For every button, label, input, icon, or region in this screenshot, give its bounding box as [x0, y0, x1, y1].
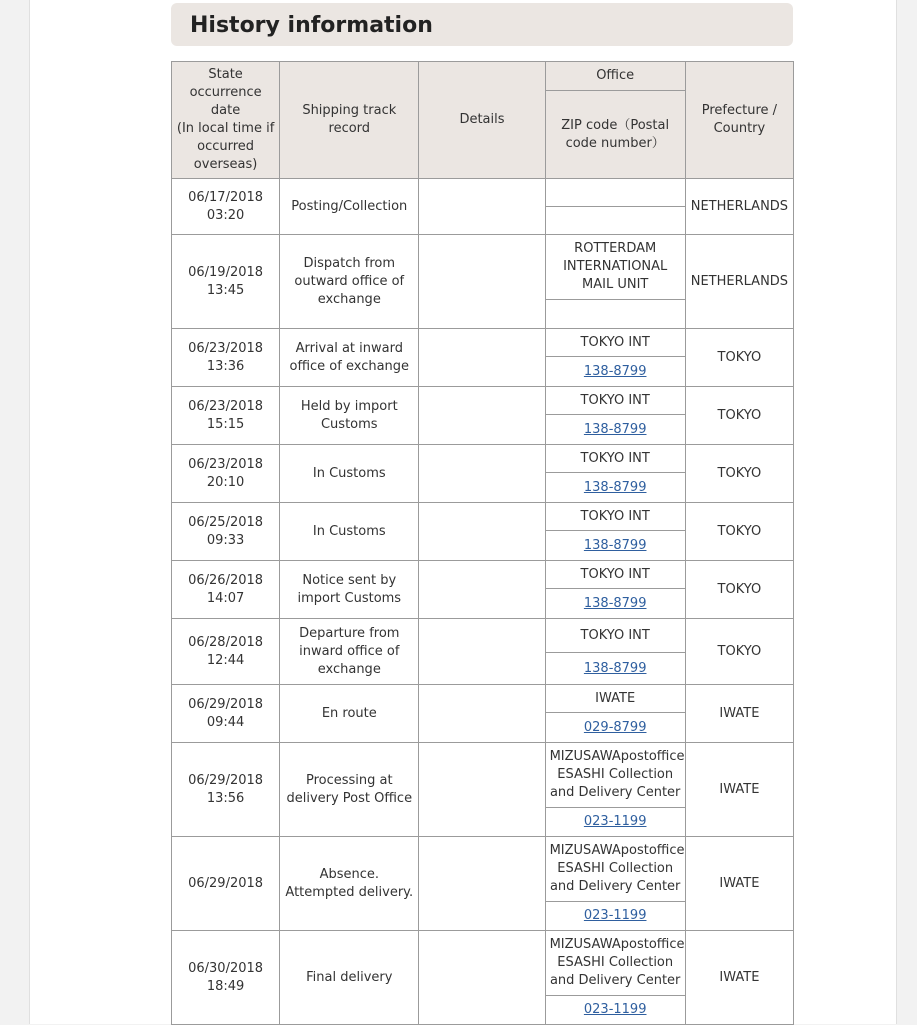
table-row: [172, 387, 794, 415]
date-cell: 06/29/2018 13:56: [172, 743, 280, 837]
history-table: [171, 61, 794, 1025]
office-cell: MIZUSAWApostoffice ESASHI Collection and Delivery Center: [545, 931, 685, 996]
details-cell: [419, 931, 545, 1025]
prefecture-cell: NETHERLANDS: [685, 179, 793, 235]
office-cell: TOKYO INT: [545, 387, 685, 415]
prefecture-cell: TOKYO: [685, 387, 793, 445]
office-cell: TOKYO INT: [545, 503, 685, 531]
record-cell: Dispatch from outward office of exchange: [280, 235, 419, 329]
date-cell: 06/23/2018 15:15: [172, 387, 280, 445]
table-row: [172, 931, 794, 996]
office-cell: TOKYO INT: [545, 329, 685, 357]
zip-link[interactable]: 023-1199: [583, 1002, 647, 1017]
record-cell: Absence. Attempted delivery.: [280, 837, 419, 931]
record-cell: Held by import Customs: [280, 387, 419, 445]
zip-cell: [545, 207, 685, 235]
date-cell: 06/28/2018 12:44: [172, 619, 280, 685]
prefecture-cell: NETHERLANDS: [685, 235, 793, 329]
record-cell: Processing at delivery Post Office: [280, 743, 419, 837]
zip-link[interactable]: 138-8799: [583, 421, 647, 437]
date-cell: 06/29/2018 09:44: [172, 685, 280, 743]
zip-link[interactable]: 023-1199: [583, 908, 647, 923]
record-cell: In Customs: [280, 503, 419, 561]
record-cell: Departure from inward office of exchange: [280, 619, 419, 685]
zip-cell: [545, 713, 685, 743]
prefecture-cell: IWATE: [685, 685, 793, 743]
zip-cell: [545, 300, 685, 329]
header-date: State occurrence date (In local time if occurred overseas): [172, 62, 280, 179]
details-cell: [419, 619, 545, 685]
zip-cell: [545, 415, 685, 445]
details-cell: [419, 179, 545, 235]
prefecture-cell: TOKYO: [685, 561, 793, 619]
table-row: [172, 235, 794, 300]
table-row: [172, 329, 794, 357]
header-prefecture: Prefecture / Country: [685, 62, 793, 179]
prefecture-cell: IWATE: [685, 743, 793, 837]
office-cell: MIZUSAWApostoffice ESASHI Collection and Delivery Center: [545, 837, 685, 902]
zip-link[interactable]: 138-8799: [583, 537, 647, 553]
table-row: [172, 743, 794, 808]
zip-link[interactable]: 138-8799: [583, 363, 647, 379]
zip-link[interactable]: 029-8799: [583, 719, 647, 735]
details-cell: [419, 837, 545, 931]
table-row: [172, 837, 794, 902]
date-cell: 06/23/2018 20:10: [172, 445, 280, 503]
office-cell: TOKYO INT: [545, 619, 685, 653]
table-row: [172, 561, 794, 589]
details-cell: [419, 743, 545, 837]
zip-link[interactable]: 023-1199: [583, 814, 647, 829]
office-cell: IWATE: [545, 685, 685, 713]
record-cell: En route: [280, 685, 419, 743]
header-details: Details: [419, 62, 545, 179]
prefecture-cell: IWATE: [685, 837, 793, 931]
office-cell: MIZUSAWApostoffice ESASHI Collection and Delivery Center: [545, 743, 685, 808]
header-zip: ZIP code（Postal code number）: [545, 91, 685, 179]
zip-cell: [545, 808, 685, 837]
prefecture-cell: TOKYO: [685, 619, 793, 685]
page-content: [29, 0, 897, 1024]
prefecture-cell: TOKYO: [685, 329, 793, 387]
record-cell: Arrival at inward office of exchange: [280, 329, 419, 387]
zip-cell: [545, 473, 685, 503]
details-cell: [419, 561, 545, 619]
table-row: [172, 503, 794, 531]
details-cell: [419, 235, 545, 329]
office-cell: [545, 179, 685, 207]
date-cell: 06/17/2018 03:20: [172, 179, 280, 235]
zip-cell: [545, 357, 685, 387]
prefecture-cell: TOKYO: [685, 445, 793, 503]
date-cell: 06/25/2018 09:33: [172, 503, 280, 561]
zip-cell: [545, 531, 685, 561]
zip-cell: [545, 902, 685, 931]
zip-cell: [545, 653, 685, 685]
details-cell: [419, 387, 545, 445]
zip-link[interactable]: 138-8799: [583, 479, 647, 495]
details-cell: [419, 329, 545, 387]
record-cell: In Customs: [280, 445, 419, 503]
record-cell: Final delivery: [280, 931, 419, 1025]
details-cell: [419, 503, 545, 561]
zip-link[interactable]: 138-8799: [583, 660, 647, 676]
prefecture-cell: TOKYO: [685, 503, 793, 561]
header-office: Office: [545, 62, 685, 91]
zip-link[interactable]: 138-8799: [583, 595, 647, 611]
office-cell: TOKYO INT: [545, 561, 685, 589]
record-cell: Notice sent by import Customs: [280, 561, 419, 619]
section-title: History information: [171, 3, 793, 46]
zip-cell: [545, 996, 685, 1025]
record-cell: Posting/Collection: [280, 179, 419, 235]
details-cell: [419, 685, 545, 743]
date-cell: 06/30/2018 18:49: [172, 931, 280, 1025]
table-row: [172, 179, 794, 207]
details-cell: [419, 445, 545, 503]
date-cell: 06/26/2018 14:07: [172, 561, 280, 619]
prefecture-cell: IWATE: [685, 931, 793, 1025]
header-record: Shipping track record: [280, 62, 419, 179]
table-row: [172, 619, 794, 653]
table-row: [172, 685, 794, 713]
office-cell: TOKYO INT: [545, 445, 685, 473]
office-cell: ROTTERDAM INTERNATIONAL MAIL UNIT: [545, 235, 685, 300]
date-cell: 06/23/2018 13:36: [172, 329, 280, 387]
table-row: [172, 445, 794, 473]
zip-cell: [545, 589, 685, 619]
date-cell: 06/19/2018 13:45: [172, 235, 280, 329]
date-cell: 06/29/2018: [172, 837, 280, 931]
